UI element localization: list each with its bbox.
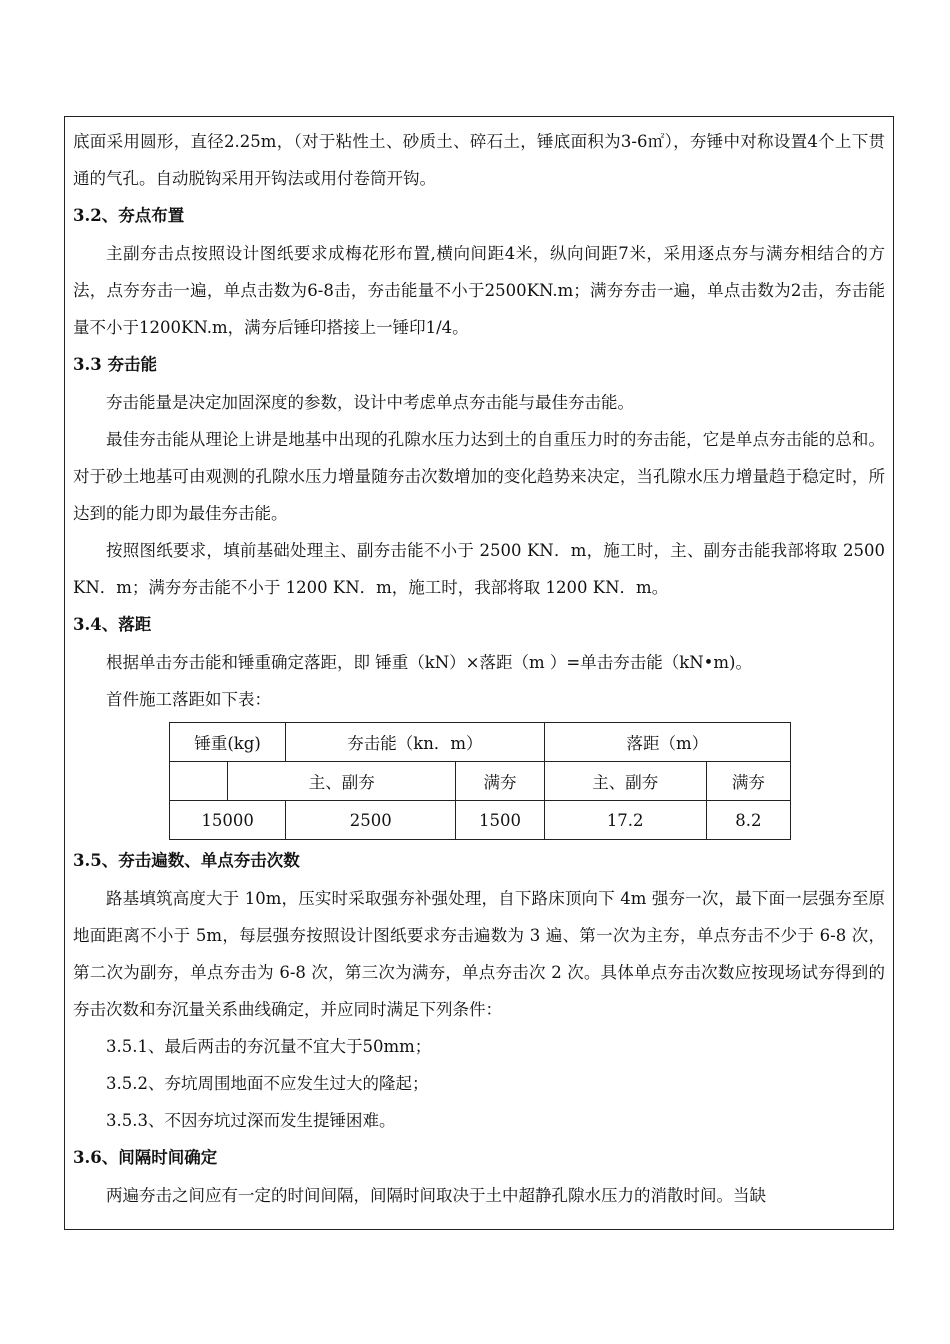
condition-3-5-2: 3.5.2、夯坑周围地面不应发生过大的隆起； <box>106 1074 429 1093</box>
paragraph-tamping-passes: 路基填筑高度大于 10m，压实时采取强夯补强处理，自下路床顶向下 4m 强夯一次，最下面一层强夯至原地面距离不小于 5m，每层强夯按照设计图纸要求夯击遍数为 3 遍、第一次为主夯，单点夯击不少于 6-8 次，第二次为副夯，单点夯击为 6-8 次，第三次为满夯，单点夯击次 2 次。具体单点夯击次数应按现场试夯得到的夯击次数和夯沉量关系曲线确定，并应同时满足下列条件： <box>73 889 885 1019</box>
empty-cell <box>170 762 228 801</box>
condition-3-5-3: 3.5.3、不因夯坑过深而发生提锤困难。 <box>106 1111 396 1130</box>
paragraph-hammer-shape: 底面采用圆形，直径2.25m，（对于粘性土、砂质土、碎石土，锤底面积为3-6㎡），夯锤中对称设置4个上下贯通的气孔。自动脱钩采用开钩法或用付卷筒开钩。 <box>73 132 885 188</box>
header-tamping-energy: 夯击能（kn．m） <box>286 723 544 762</box>
document-body <box>73 123 885 1214</box>
table-row <box>170 801 791 840</box>
subheader-drop-main: 主、副夯 <box>544 762 706 801</box>
heading-3-3: 3.3 夯击能 <box>73 355 157 374</box>
heading-3-4: 3.4、落距 <box>73 615 152 634</box>
cell-weight: 15000 <box>170 801 286 840</box>
paragraph-table-intro: 首件施工落距如下表： <box>106 690 271 709</box>
header-drop-distance: 落距（m） <box>544 723 790 762</box>
document-frame <box>64 116 894 1230</box>
paragraph-point-layout: 主副夯击点按照设计图纸要求成梅花形布置,横向间距4米，纵向间距7米，采用逐点夯与满夯相结合的方法，点夯夯击一遍，单点击数为6-8击，夯击能量不小于2500KN.m；满夯夯击一遍，单点击数为2击，夯击能量不小于1200KN.m，满夯后锤印搭接上一锤印1/4。 <box>73 244 885 337</box>
paragraph-energy-intro: 夯击能量是决定加固深度的参数，设计中考虑单点夯击能与最佳夯击能。 <box>106 393 634 412</box>
cell-drop-full: 8.2 <box>706 801 790 840</box>
heading-3-6: 3.6、间隔时间确定 <box>73 1148 218 1167</box>
table-subheader-row <box>170 762 791 801</box>
cell-energy-full: 1500 <box>456 801 544 840</box>
paragraph-energy-requirement: 按照图纸要求，填前基础处理主、副夯击能不小于 2500 KN．m，施工时，主、副夯击能我部将取 2500 KN．m；满夯夯击能不小于 1200 KN．m，施工时，我部将取 1200 KN．m。 <box>73 541 885 597</box>
heading-3-2: 3.2、夯点布置 <box>73 206 185 225</box>
paragraph-optimal-energy: 最佳夯击能从理论上讲是地基中出现的孔隙水压力达到土的自重压力时的夯击能，它是单点夯击能的总和。对于砂土地基可由观测的孔隙水压力增量随夯击次数增加的变化趋势来决定，当孔隙水压力增量趋于稳定时，所达到的能力即为最佳夯击能。 <box>73 430 885 523</box>
drop-distance-table <box>169 722 791 840</box>
cell-drop-main: 17.2 <box>544 801 706 840</box>
subheader-drop-full: 满夯 <box>706 762 790 801</box>
heading-3-5: 3.5、夯击遍数、单点夯击次数 <box>73 851 300 870</box>
paragraph-drop-formula: 根据单击夯击能和锤重确定落距，即 锤重（kN）×落距（m ）=单击夯击能（kN•m)。 <box>106 653 752 672</box>
subheader-energy-main: 主、副夯 <box>228 762 456 801</box>
header-hammer-weight: 锤重(kg) <box>170 723 286 762</box>
paragraph-interval-time: 两遍夯击之间应有一定的时间间隔，间隔时间取决于土中超静孔隙水压力的消散时间。当缺 <box>106 1186 766 1205</box>
subheader-energy-full: 满夯 <box>456 762 544 801</box>
table-header-row <box>170 723 791 762</box>
condition-3-5-1: 3.5.1、最后两击的夯沉量不宜大于50mm； <box>106 1037 432 1056</box>
cell-energy-main: 2500 <box>286 801 456 840</box>
